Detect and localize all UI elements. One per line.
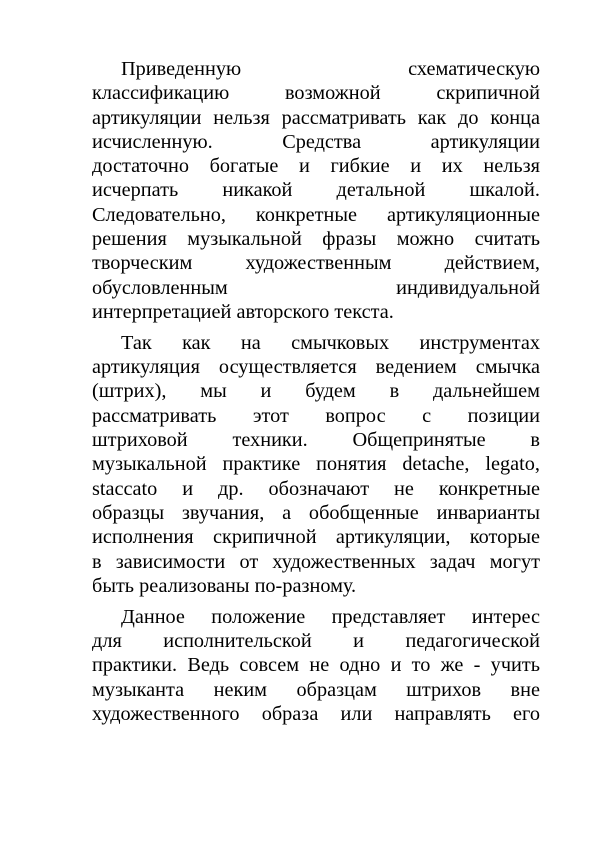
text-line: классификацию возможной скрипичной xyxy=(92,82,540,105)
text-line: творческим художественным действием, xyxy=(92,252,540,275)
text-line: Следовательно, конкретные артикуляционные xyxy=(92,203,540,226)
text-line: staccato и др. обозначают не конкретные xyxy=(92,477,540,500)
text-line: Приведенную схематическую xyxy=(121,58,540,80)
text-line: обусловленным индивидуальной xyxy=(92,276,540,299)
text-line: образцы звучания, а обобщенные инварианты xyxy=(92,501,540,524)
text-line: штриховой техники. Общепринятые в xyxy=(92,429,540,452)
text-line: артикуляции нельзя рассматривать как до конца xyxy=(92,106,540,129)
text-line: артикуляция осуществляется ведением смычка xyxy=(92,356,540,379)
text-line: музыкальной практике понятия detache, legato, xyxy=(92,453,540,476)
text-line: Данное положение представляет интерес xyxy=(121,605,540,628)
text-line: рассматривать этот вопрос с позиции xyxy=(92,404,540,427)
text-line: для исполнительской и педагогической xyxy=(92,630,540,653)
text-line: достаточно богатые и гибкие и их нельзя xyxy=(92,155,540,178)
text-line: исчисленную. Средства артикуляции xyxy=(92,130,540,153)
paragraph-3 xyxy=(92,605,540,726)
text-line: практики. Ведь совсем не одно и то же - учить xyxy=(92,654,540,677)
text-line: быть реализованы по-разному. xyxy=(92,574,357,597)
text-line: решения музыкальной фразы можно считать xyxy=(92,228,540,251)
text-line: Так как на смычковых инструментах xyxy=(121,331,540,354)
paragraph-1 xyxy=(92,57,540,324)
text-line: исчерпать никакой детальной шкалой. xyxy=(92,179,540,202)
body-text xyxy=(92,57,540,726)
text-line: музыканта неким образцам штрихов вне xyxy=(92,678,540,701)
text-line: интерпретацией авторского текста. xyxy=(92,300,394,323)
text-line: (штрих), мы и будем в дальнейшем xyxy=(92,380,540,403)
text-line: в зависимости от художественных задач могут xyxy=(92,550,540,573)
paragraph-2 xyxy=(92,331,540,598)
text-line: исполнения скрипичной артикуляции, которые xyxy=(92,526,540,549)
text-line: художественного образа или направлять его xyxy=(92,702,540,725)
